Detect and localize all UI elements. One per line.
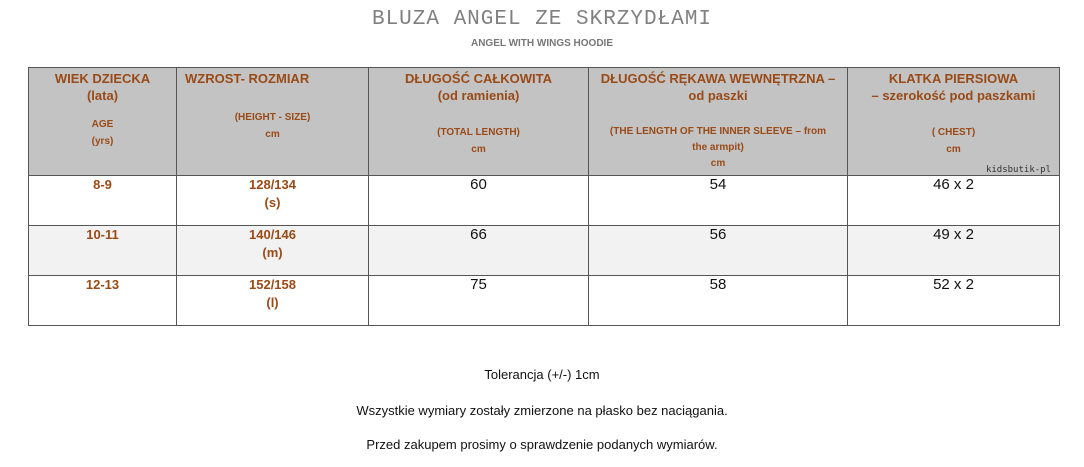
table-row [29,226,1060,276]
watermark: kidsbutik-pl [985,165,1051,175]
header-age-en-unit: (yrs) [91,136,114,147]
size-table [28,67,1060,326]
header-chest-title: KLATKA PIERSIOWA [888,71,1019,86]
height-size-cell [177,176,369,226]
table-row [29,276,1060,326]
size-value: (l) [266,295,279,310]
chest-cell: 46 x 2 [848,176,1060,226]
header-age-en: AGE [91,119,114,130]
tolerance-note: Tolerancja (+/-) 1cm [484,367,600,382]
size-value: (s) [264,195,281,210]
sleeve-cell: 58 [589,276,848,326]
header-chest-en: ( CHEST) [931,127,976,138]
size-value: (m) [262,245,283,260]
height-size-cell [177,276,369,326]
header-height-title: WZROST- ROZMIAR [185,71,310,86]
height-value: 140/146 [249,227,296,242]
header-age [29,68,177,176]
age-cell: 10-11 [29,226,177,276]
height-value: 128/134 [249,177,296,192]
height-size-cell [177,226,369,276]
header-row [29,68,1060,176]
age-cell: 12-13 [29,276,177,326]
header-chest [848,68,1060,176]
length-cell: 60 [369,176,589,226]
header-chest-unit: cm [946,144,961,155]
page-title: BLUZA ANGEL ZE SKRZYDŁAMI [371,8,713,31]
length-cell: 66 [369,226,589,276]
height-value: 152/158 [249,277,296,292]
header-height-en: (HEIGHT - SIZE) [234,112,311,123]
header-length-title: DŁUGOŚĆ CAŁKOWITA [404,71,553,86]
check-note: Przed zakupem prosimy o sprawdzenie podanych wymiarów. [366,437,718,452]
age-cell: 8-9 [29,176,177,226]
length-cell: 75 [369,276,589,326]
header-length-note: (od ramienia) [437,88,520,103]
table-row [29,176,1060,226]
chest-cell: 49 x 2 [848,226,1060,276]
header-sleeve-en-2: the armpit) [692,142,744,153]
chest-cell: 52 x 2 [848,276,1060,326]
header-height-size [177,68,369,176]
header-length-en: (TOTAL LENGTH) [437,127,520,138]
header-sleeve-length [589,68,848,176]
measurement-note: Wszystkie wymiary zostały zmierzone na płasko bez naciągania. [356,403,728,418]
header-sleeve-unit: cm [710,158,726,169]
sleeve-cell: 56 [589,226,848,276]
header-age-title: WIEK DZIECKA [54,71,151,86]
header-length-unit: cm [471,144,486,155]
header-height-unit: cm [265,129,280,140]
header-sleeve-title: DŁUGOŚĆ RĘKAWA WEWNĘTRZNA – [600,71,836,86]
page-subtitle: ANGEL WITH WINGS HOODIE [470,38,614,49]
header-sleeve-en: (THE LENGTH OF THE INNER SLEEVE – from [609,126,827,137]
header-sleeve-note: od paszki [688,88,748,103]
header-age-unit: (lata) [86,88,119,103]
header-chest-note: – szerokość pod paszkami [871,88,1036,103]
header-total-length [369,68,589,176]
sleeve-cell: 54 [589,176,848,226]
